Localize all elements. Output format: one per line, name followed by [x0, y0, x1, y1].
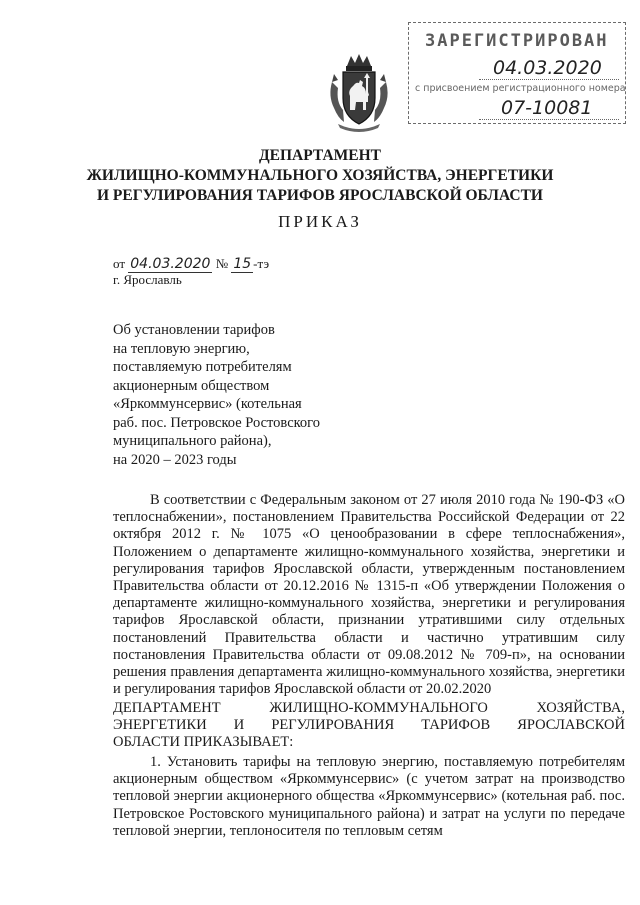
- order-number: 15: [233, 256, 252, 272]
- header-line-2: ЖИЛИЩНО-КОММУНАЛЬНОГО ХОЗЯЙСТВА, ЭНЕРГЕТИКИ: [86, 167, 554, 184]
- registration-stamp: [408, 22, 626, 124]
- stamp-title: ЗАРЕГИСТРИРОВАН: [425, 31, 609, 51]
- order-date: 04.03.2020: [130, 256, 211, 272]
- subject-line: поставляемую потребителям: [113, 359, 292, 375]
- from-prefix: от: [113, 256, 126, 271]
- order-subject: [113, 321, 373, 469]
- subject-line: Об установлении тарифов: [113, 322, 275, 338]
- subject-line: акционерным обществом: [113, 377, 270, 394]
- declaration: [113, 700, 625, 752]
- declaration-line: ДЕПАРТАМЕНТ ЖИЛИЩНО-КОММУНАЛЬНОГО ХОЗЯЙСТВА,: [113, 700, 625, 716]
- clause-1: [113, 754, 625, 840]
- coat-of-arms-emblem: [326, 52, 392, 134]
- subject-line: раб. пос. Петровское Ростовского: [113, 414, 321, 431]
- order-date-number: [113, 256, 269, 272]
- stamp-number: 07-10081: [501, 97, 593, 119]
- number-sign: №: [215, 256, 229, 271]
- stamp-date: 04.03.2020: [493, 57, 602, 79]
- order-city: г. Ярославль: [113, 272, 182, 287]
- subject-line: на тепловую энергию,: [113, 340, 250, 357]
- subject-line: муниципального района),: [113, 433, 272, 449]
- preamble-text: В соответствии с Федеральным законом от 27 июля 2010 года № 190-ФЗ «О теплоснабжении», постановлением Правительства Российской Федерации от 22 октября 2012 г. № 1075 «О ценообразовании в сфере теплоснабжения», Положением о департаменте жилищно-коммунального хозяйства, энергетики и регулирования тарифов Ярославской области, утвержденным постановлением Правительства области от 20.12.2016 № 1315-п «Об утверждении Положения о департаменте жилищно-коммунального хозяйства, энергетики и регулирования тарифов Ярославской области, признании утратившими силу отдельных постановлений Правительства области и частично утратившим силу постановления Правительства области от 09.08.2012 № 709-п», на основании решения правления департамента жилищно-коммунального хозяйства, энергетики и регулирования тарифов Ярославской области от 20.02.2020: [113, 492, 625, 698]
- declaration-line: ОБЛАСТИ ПРИКАЗЫВАЕТ:: [113, 734, 294, 751]
- subject-line: «Яркоммунсервис» (котельная: [113, 396, 302, 412]
- preamble-paragraph: [113, 492, 625, 698]
- header-line-3: И РЕГУЛИРОВАНИЯ ТАРИФОВ ЯРОСЛАВСКОЙ ОБЛАСТИ: [97, 187, 543, 204]
- stamp-number-caption: с присвоением регистрационного номера: [415, 83, 626, 94]
- department-header: [80, 146, 560, 206]
- header-line-1: ДЕПАРТАМЕНТ: [258, 147, 382, 164]
- clause-1-text: 1. Установить тарифы на тепловую энергию, поставляемую потребителям акционерным обществом «Яркоммунсервис» (с учетом затрат на производство тепловой энергии акционерного общества «Яркоммунсервис» (котельная раб. пос. Петровское Ростовского муниципального района) и затрат на услуги по передаче тепловой энергии, теплоносителя по тепловым сетям: [113, 754, 625, 839]
- declaration-line: ЭНЕРГЕТИКИ И РЕГУЛИРОВАНИЯ ТАРИФОВ ЯРОСЛАВСКОЙ: [113, 717, 625, 734]
- order-title: ПРИКАЗ: [278, 212, 362, 231]
- subject-line: на 2020 – 2023 годы: [113, 451, 237, 468]
- number-suffix: -тэ: [253, 256, 270, 271]
